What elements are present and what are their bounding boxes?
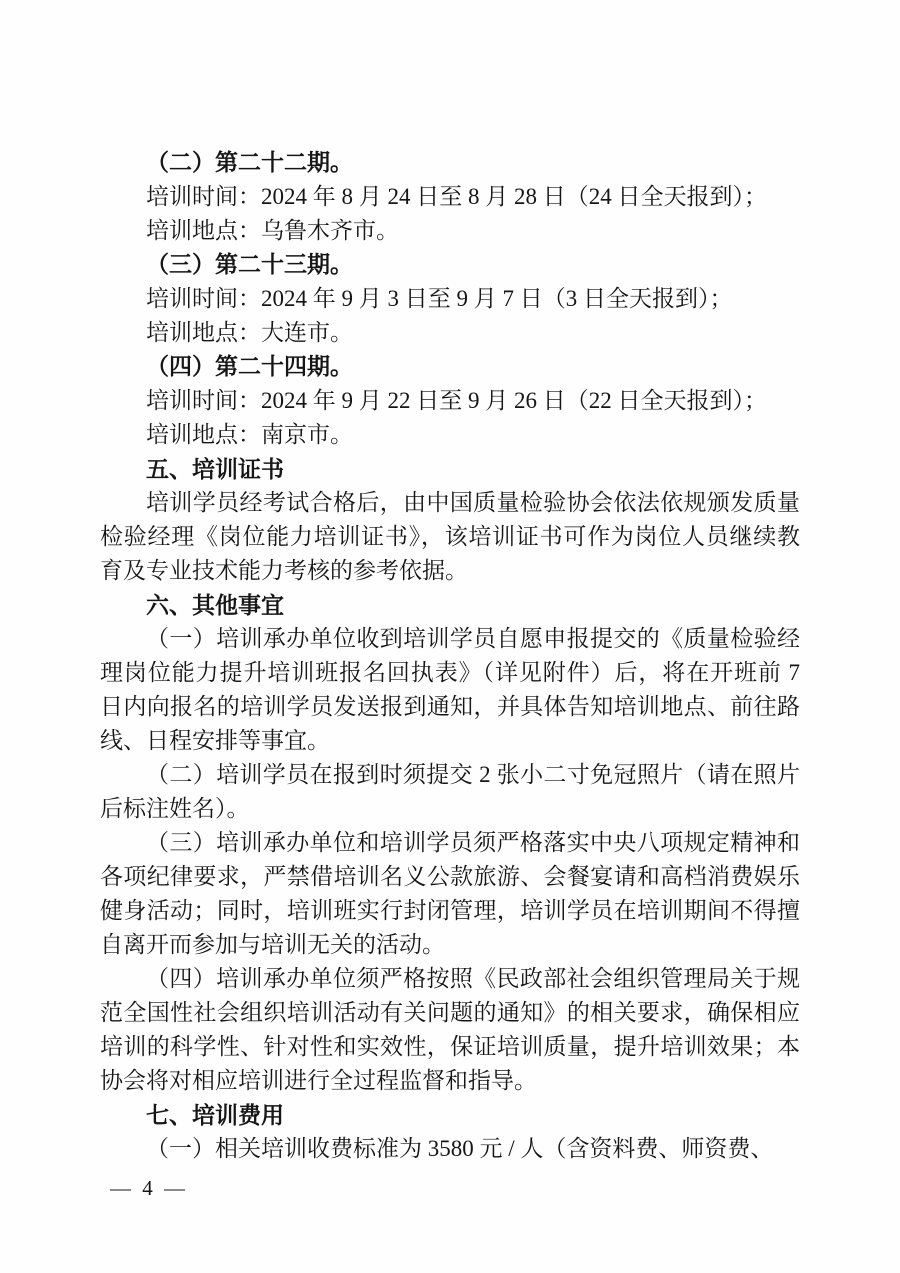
session-23-location: 培训地点：大连市。: [146, 320, 353, 345]
session-23-heading: （三）第二十三期。: [146, 252, 353, 277]
paragraph-other-2: （二）培训学员在报到时须提交 2 张小二寸免冠照片（请在照片后标注姓名）。: [100, 762, 800, 821]
session-22-time: 培训时间：2024 年 8 月 24 日至 8 月 28 日（24 日全天报到）；: [146, 184, 767, 209]
section-heading-other-matters: 六、其他事宜: [146, 592, 284, 618]
session-24-time: 培训时间：2024 年 9 月 22 日至 9 月 26 日（22 日全天报到）；: [146, 388, 767, 413]
session-24-heading: （四）第二十四期。: [146, 354, 353, 379]
session-22-heading: （二）第二十二期。: [146, 150, 353, 175]
document-body: [100, 146, 800, 1166]
section-heading-certificate: 五、培训证书: [146, 456, 284, 482]
session-22-location: 培训地点：乌鲁木齐市。: [146, 218, 399, 243]
paragraph-certificate-details: 培训学员经考试合格后，由中国质量检验协会依法依规颁发质量检验经理《岗位能力培训证书》，该培训证书可作为岗位人员继续教育及专业技术能力考核的参考依据。: [100, 490, 800, 583]
session-24-location: 培训地点：南京市。: [146, 422, 353, 447]
paragraph-other-1: （一）培训承办单位收到培训学员自愿申报提交的《质量检验经理岗位能力提升培训班报名回执表》（详见附件）后，将在开班前 7 日内向报名的培训学员发送报到通知，并具体告知培训地点、前往路线、日程安排等事宜。: [100, 626, 800, 753]
page-number: — 4 —: [110, 1176, 188, 1200]
paragraph-other-4: （四）培训承办单位须严格按照《民政部社会组织管理局关于规范全国性社会组织培训活动有关问题的通知》的相关要求，确保相应培训的科学性、针对性和实效性，保证培训质量，提升培训效果；本协会将对相应培训进行全过程监督和指导。: [100, 966, 800, 1093]
section-heading-fees: 七、培训费用: [146, 1102, 284, 1128]
paragraph-other-3: （三）培训承办单位和培训学员须严格落实中央八项规定精神和各项纪律要求，严禁借培训名义公款旅游、会餐宴请和高档消费娱乐健身活动；同时，培训班实行封闭管理，培训学员在培训期间不得擅自离开而参加与培训无关的活动。: [100, 830, 800, 957]
session-23-time: 培训时间：2024 年 9 月 3 日至 9 月 7 日（3 日全天报到）；: [146, 286, 733, 311]
paragraph-fee-standard: （一）相关培训收费标准为 3580 元 / 人（含资料费、师资费、: [146, 1136, 774, 1161]
